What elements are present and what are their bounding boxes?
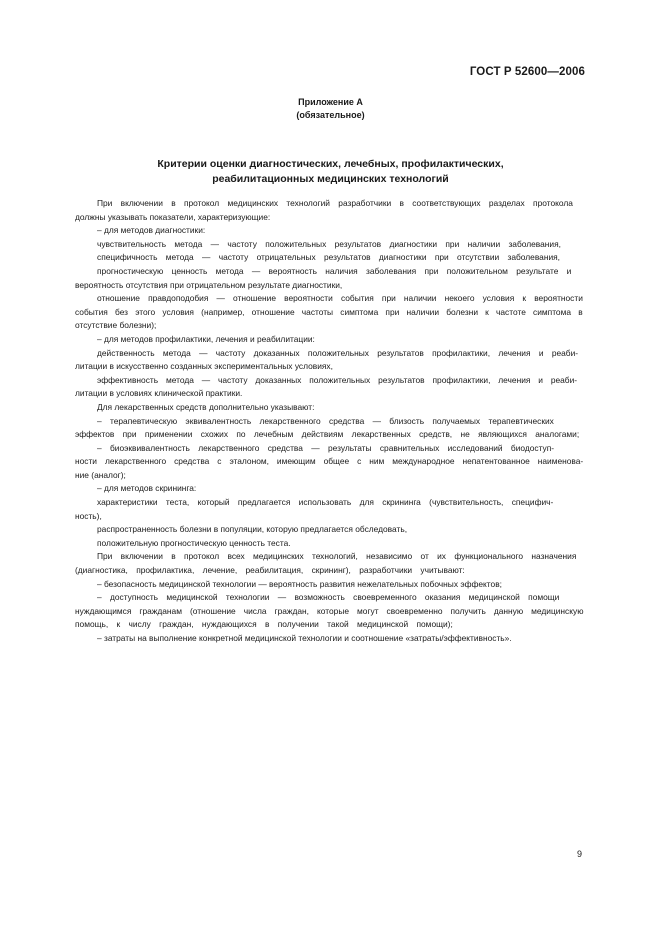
text-line: литации в условиях клинической практики. bbox=[75, 388, 243, 399]
text-line: действенность метода — частоту доказанных положительных результатов профилактики, лечения и реаби- bbox=[97, 347, 579, 358]
text-line: При включении в протокол всех медицинских технологий, независимо от их функционального назначения bbox=[97, 551, 577, 562]
text-line: прогностическую ценность метода — вероятность наличия заболевания при положительном результате и bbox=[97, 265, 572, 276]
text-line: – доступность медицинской технологии — возможность своевременного оказания медицинской помощи bbox=[97, 592, 560, 603]
text-line: вероятность отсутствия при отрицательном результате диагностики, bbox=[75, 279, 343, 290]
text-line: помощь, к числу граждан, нуждающихся в получении такой медицинской помощи); bbox=[75, 619, 453, 630]
text-line: эффектов при применении схожих по лечебным действиям лекарственных средств, не являющихся аналогами; bbox=[75, 429, 580, 440]
text-line: события без этого условия (например, отношение частоты симптома при наличии болезни к частоте симптома в bbox=[75, 306, 583, 317]
text-line: – биоэквивалентность лекарственного средства — результаты сравнительных исследований биодоступ- bbox=[97, 442, 555, 453]
text-line: характеристики теста, который предлагается использовать для скрининга (чувствительность, специфич- bbox=[97, 497, 554, 508]
body-text bbox=[75, 197, 583, 646]
text-line: специфичность метода — частоту отрицательных результатов диагностики при отсутствии заболевания, bbox=[97, 252, 560, 263]
text-line: – для методов профилактики, лечения и реабилитации: bbox=[97, 333, 315, 344]
text-line: нуждающимся гражданам (отношение числа граждан, которые могут своевременно получить данную медицинскую bbox=[75, 605, 584, 616]
annex-heading bbox=[0, 96, 661, 122]
text-line: – для методов скрининга: bbox=[97, 483, 197, 494]
text-line: – безопасность медицинской технологии — вероятность развития нежелательных побочных эффектов; bbox=[97, 578, 502, 589]
text-line: эффективность метода — частоту доказанных положительных результатов профилактики, лечения и реаби- bbox=[97, 374, 578, 385]
text-line: отсутствие болезни); bbox=[75, 320, 157, 331]
text-line: При включении в протокол медицинских технологий разработчики в соответствующих разделах протокола bbox=[97, 198, 573, 208]
text-line: чувствительность метода — частоту положительных результатов диагностики при наличии заболевания, bbox=[97, 238, 561, 249]
appendix-title-line-2: реабилитационных медицинских технологий bbox=[212, 173, 449, 185]
appendix-title bbox=[0, 157, 661, 187]
text-line: литации в искусственно созданных экспериментальных условиях, bbox=[75, 361, 333, 372]
annex-title: Приложение А bbox=[298, 97, 363, 107]
text-line: ности лекарственного средства с эталоном, имеющим общее с ним международное непатентованное наименова- bbox=[75, 456, 584, 467]
appendix-title-line-1: Критерии оценки диагностических, лечебных, профилактических, bbox=[157, 158, 504, 170]
standard-code: ГОСТ Р 52600—2006 bbox=[469, 66, 585, 78]
text-line: распространенность болезни в популяции, которую предлагается обследовать, bbox=[97, 524, 408, 535]
text-line: – терапевтическую эквивалентность лекарственного средства — близость получаемых терапевтических bbox=[97, 415, 554, 426]
text-line: должны указывать показатели, характеризующие: bbox=[75, 211, 271, 222]
text-line: положительную прогностическую ценность теста. bbox=[97, 537, 291, 548]
text-line: Для лекарственных средств дополнительно указывают: bbox=[97, 401, 315, 412]
text-line: ние (аналог); bbox=[75, 469, 126, 480]
text-line: отношение правдоподобия — отношение вероятности события при наличии некоего условия к вероятности bbox=[97, 293, 583, 304]
text-line: ность), bbox=[75, 510, 102, 521]
text-line: (диагностика, профилактика, лечение, реабилитация, скрининг), разработчики учитывают: bbox=[75, 565, 465, 576]
page-number: 9 bbox=[576, 849, 582, 859]
text-line: – для методов диагностики: bbox=[97, 225, 206, 236]
text-line: – затраты на выполнение конкретной медицинской технологии и соотношение «затраты/эффективность». bbox=[97, 633, 512, 643]
annex-status: (обязательное) bbox=[296, 110, 365, 120]
